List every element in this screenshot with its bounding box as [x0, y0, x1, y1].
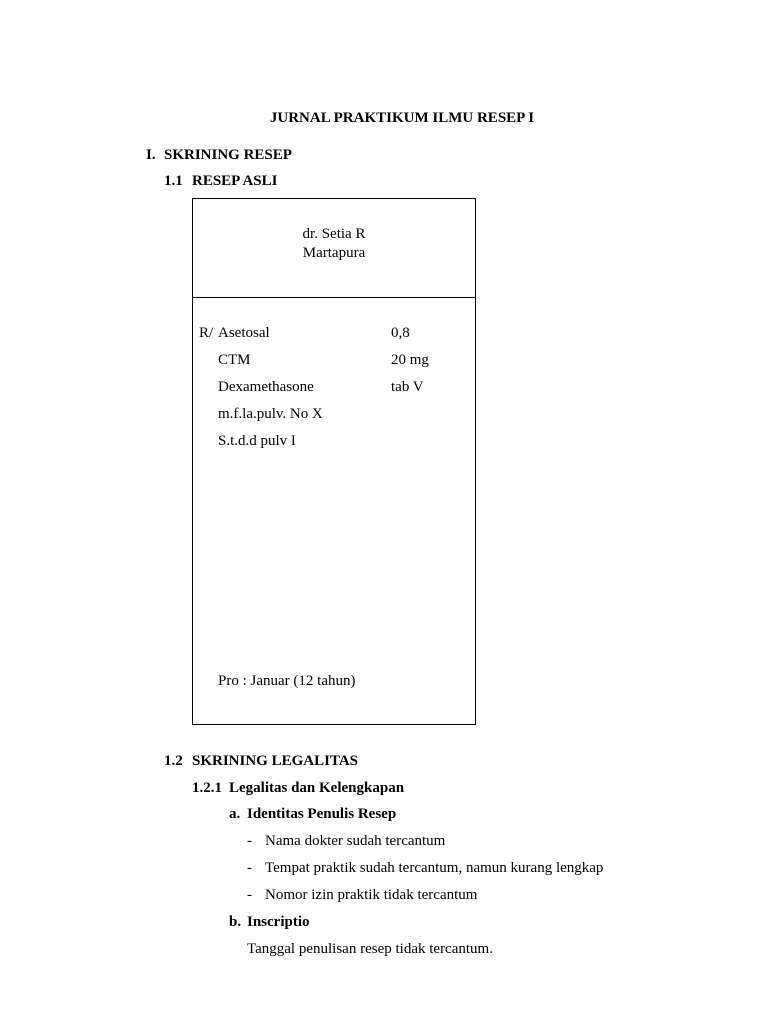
document-title: JURNAL PRAKTIKUM ILMU RESEP I: [269, 110, 535, 126]
section-number: I.: [146, 147, 156, 163]
bullet-marker: -: [247, 860, 252, 876]
subsection-1-2-1-title: Legalitas dan Kelengkapan: [229, 780, 405, 796]
recipe-prefix: R/: [199, 325, 214, 341]
doctor-name: dr. Setia R: [302, 226, 366, 242]
part-b-letter: b.: [229, 914, 242, 930]
part-a-title: Identitas Penulis Resep: [247, 806, 397, 822]
compounding-instruction: m.f.la.pulv. No X: [218, 406, 323, 422]
subsection-1-2-1-number: 1.2.1: [192, 780, 222, 796]
part-b-text: Tanggal penulisan resep tidak tercantum.: [247, 941, 493, 957]
subsection-1-1-title: RESEP ASLI: [192, 173, 278, 189]
drug-name: CTM: [218, 352, 251, 368]
part-b-title: Inscriptio: [247, 914, 310, 930]
list-item: Tempat praktik sudah tercantum, namun kurang lengkap: [265, 860, 604, 876]
subsection-1-2-title: SKRINING LEGALITAS: [192, 753, 359, 769]
bullet-marker: -: [247, 833, 252, 849]
drug-dose: tab V: [391, 379, 424, 395]
drug-dose: 20 mg: [391, 352, 429, 368]
section-title: SKRINING RESEP: [164, 147, 292, 163]
doctor-city: Martapura: [302, 245, 366, 261]
patient-info: Pro : Januar (12 tahun): [218, 673, 356, 689]
subsection-1-2-number: 1.2: [164, 753, 183, 769]
drug-dose: 0,8: [391, 325, 410, 341]
bullet-marker: -: [247, 887, 252, 903]
subsection-1-1-number: 1.1: [164, 173, 183, 189]
list-item: Nama dokter sudah tercantum: [265, 833, 446, 849]
part-a-letter: a.: [229, 806, 241, 822]
list-item: Nomor izin praktik tidak tercantum: [265, 887, 478, 903]
drug-name: Dexamethasone: [218, 379, 314, 395]
signa-instruction: S.t.d.d pulv I: [218, 433, 296, 449]
drug-name: Asetosal: [218, 325, 270, 341]
